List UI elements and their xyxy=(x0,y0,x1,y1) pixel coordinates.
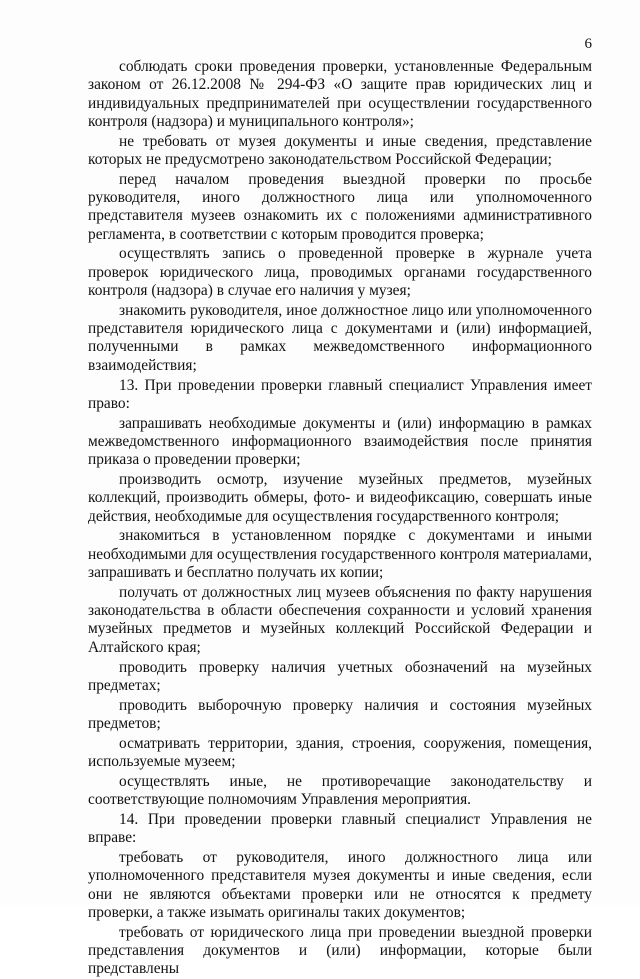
paragraph-no-extra-documents: не требовать от музея документы и иные сведения, представление которых не предусмотрено законодательством Российской Федерации; xyxy=(88,132,592,168)
document-body xyxy=(88,58,592,979)
paragraph-request-documents: запрашивать необходимые документы и (или) информацию в рамках межведомственного информационного взаимодействия после принятия приказа о проведении проверки; xyxy=(88,414,592,469)
paragraph-accounting-marks: проводить проверку наличия учетных обозначений на музейных предметах; xyxy=(88,658,592,694)
paragraph-no-seizure: требовать от руководителя, иного должностного лица или уполномоченного представителя музея документы и иные сведения, если они не являются объектами проверки или не относятся к предмету проверки, а также изымать оригиналы таких документов; xyxy=(88,848,592,921)
paragraph-explanations: получать от должностных лиц музеев объяснения по факту нарушения законодательства в области обеспечения сохранности и условий хранения музейных предметов и музейных коллекций Российской Федерации и Алтайского края; xyxy=(88,583,592,656)
paragraph-section-14: 14. При проведении проверки главный специалист Управления не вправе: xyxy=(88,810,592,847)
paragraph-other-measures: осуществлять иные, не противоречащие законодательству и соответствующие полномочиям Управления мероприятия. xyxy=(88,772,592,809)
paragraph-section-13: 13. При проведении проверки главный специалист Управления имеет право: xyxy=(88,376,592,412)
page-number: 6 xyxy=(584,36,592,52)
paragraph-no-repeat-documents: требовать от юридического лица при проведении выездной проверки представления документов и (или) информации, которые были представлены xyxy=(88,923,592,978)
paragraph-inspection-actions: производить осмотр, изучение музейных предметов, музейных коллекций, производить обмеры, фото- и видеофиксацию, совершать иные действия, необходимые для осуществления государственного контроля; xyxy=(88,471,592,525)
paragraph-deadlines: соблюдать сроки проведения проверки, установленные Федеральным законом от 26.12.2008 № 294-ФЗ «О защите прав юридических лиц и индивидуальных предпринимателей при осуществлении государственного контроля (надзора) и муниципального контроля»; xyxy=(88,58,592,130)
paragraph-inspect-premises: осматривать территории, здания, строения, сооружения, помещения, используемые музеем; xyxy=(88,734,592,770)
paragraph-get-copies: знакомиться в установленном порядке с документами и иными необходимыми для осуществления государственного контроля материалами, запрашивать и бесплатно получать их копии; xyxy=(88,527,592,582)
paragraph-interagency-info: знакомить руководителя, иное должностное лицо или уполномоченного представителя юридического лица с документами и (или) информацией, полученными в рамках межведомственного информационного взаимодействия; xyxy=(88,301,592,374)
paragraph-selective-check: проводить выборочную проверку наличия и состояния музейных предметов; xyxy=(88,696,592,732)
paragraph-familiarize-regulation: перед началом проведения выездной проверки по просьбе руководителя, иного должностного лица или уполномоченного представителя музеев ознакомить их с положениями административного регламента, в соответствии с которым проводится проверка; xyxy=(88,170,592,243)
paragraph-journal-record: осуществлять запись о проведенной проверке в журнале учета проверок юридического лица, проводимых органами государственного контроля (надзора) в случае его наличия у музея; xyxy=(88,245,592,300)
